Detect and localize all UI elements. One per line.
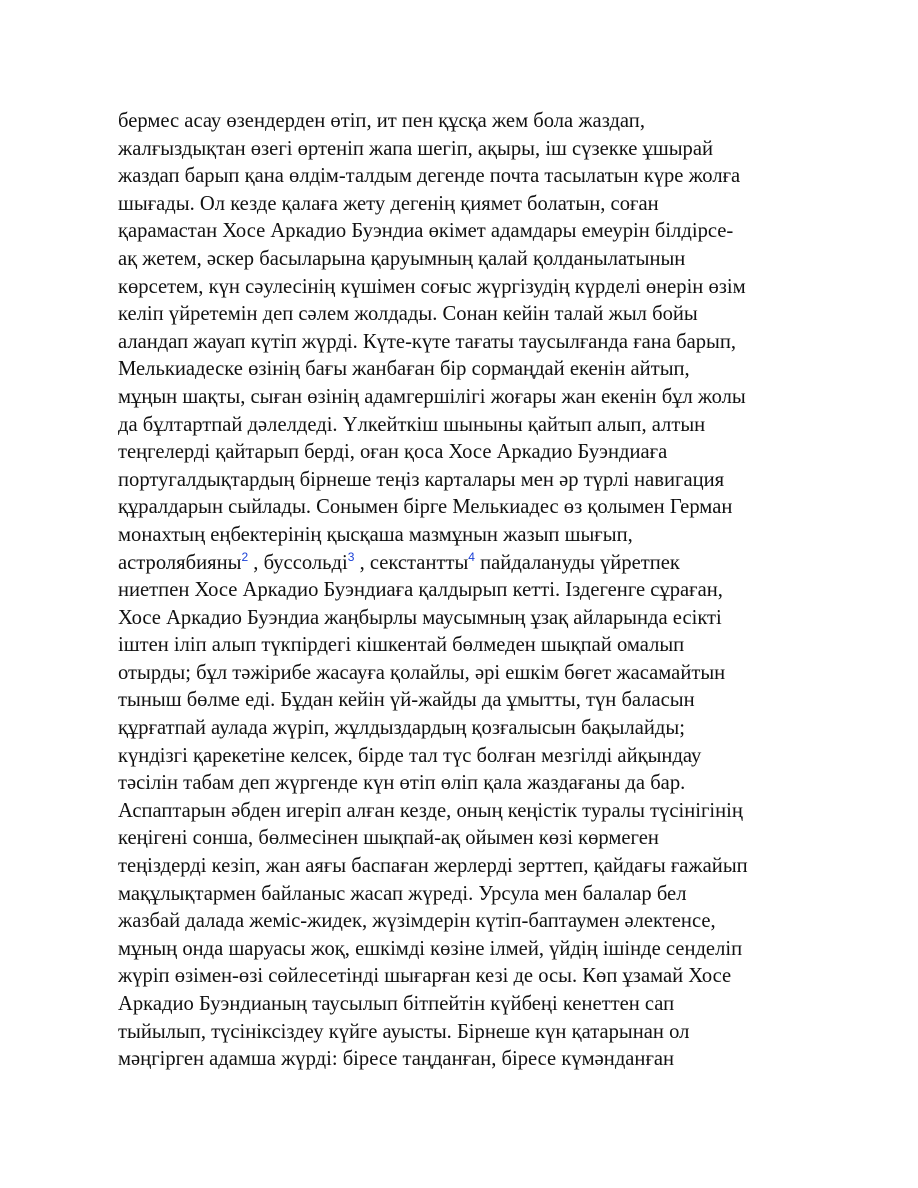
text-segment: пайдалануды үйретпек (474, 551, 680, 574)
text-line: теңіздерді кезіп, жан аяғы баспаған жерлерді зерттеп, қайдағы ғажайып (118, 855, 748, 878)
text-line: жазбай далада жеміс-жидек, жүзімдерін күтіп-баптаумен әлектенсе, (118, 910, 716, 933)
text-line: Мелькиадеске өзінің бағы жанбаған бір сормаңдай екенін айтып, (118, 358, 690, 381)
body-text (118, 108, 818, 1074)
text-line: шығады. Ол кезде қалаға жету дегенің қиямет болатын, соған (118, 192, 659, 215)
text-line: кеңігені сонша, бөлмесінен шықпай-ақ ойымен көзі көрмеген (118, 827, 659, 850)
text-line: мәңгірген адамша жүрді: біресе таңданған, біресе күмәнданған (118, 1048, 675, 1071)
text-line: құралдарын сыйлады. Сонымен бірге Мелькиадес өз қолымен Герман (118, 496, 733, 519)
text-line: Аспаптарын әбден игеріп алған кезде, оның кеңістік туралы түсінігінің (118, 799, 743, 822)
text-line: португалдықтардың бірнеше теңіз карталары мен әр түрлі навигация (118, 468, 725, 491)
text-line: күндізгі қарекетіне келсек, бірде тал түс болған мезгілді айқындау (118, 744, 702, 767)
text-line: құрғатпай аулада жүріп, жұлдыздардың қозғалысын бақылайды; (118, 717, 685, 740)
text-line: монахтың еңбектерінің қысқаша мазмұнын жазып шығып, (118, 523, 633, 546)
text-line: ниетпен Хосе Аркадио Буэндиаға қалдырып кетті. Іздегенге сұраған, (118, 579, 723, 602)
text-line: Хосе Аркадио Буэндиа жаңбырлы маусымның ұзақ айларында есікті (118, 606, 722, 629)
text-line: мұның онда шаруасы жоқ, ешкімді көзіне ілмей, үйдің ішінде сенделіп (118, 937, 743, 960)
text-line: тыйылып, түсініксіздеу күйге ауысты. Бірнеше күн қатарынан ол (118, 1020, 690, 1043)
text-line: аландап жауап күтіп жүрді. Күте-күте тағаты таусылғанда ғана барып, (118, 330, 737, 353)
text-line: қарамастан Хосе Аркадио Буэндиа өкімет адамдары емеурін білдірсе- (118, 220, 734, 243)
text-segment: , буссольді (248, 551, 348, 574)
text-line: бермес асау өзендерден өтіп, ит пен құсқа жем бола жаздап, (118, 110, 645, 132)
text-line: жаздап барып қана өлдім-талдым дегенде почта тасылатын күре жолға (118, 165, 741, 188)
text-line-with-footnotes (118, 550, 818, 578)
text-line: тәсілін табам деп жүргенде күн өтіп өліп қала жаздағаны да бар. (118, 772, 686, 795)
footnote-ref-link[interactable]: 4 (468, 549, 475, 564)
text-segment: , секстантты (354, 551, 469, 574)
text-line: іштен іліп алып түкпірдегі кішкентай бөлмеден шықпай омалып (118, 634, 685, 657)
text-line: жалғыздықтан өзегі өртеніп жапа шегіп, ақыры, іш сүзекке ұшырай (118, 137, 713, 160)
text-line: Аркадио Буэндианың таусылып бітпейтін күйбеңі кенеттен сап (118, 993, 675, 1015)
footnote-ref-link[interactable]: 2 (241, 549, 249, 564)
text-line: жүріп өзімен-өзі сөйлесетінді шығарған кезі де осы. Көп ұзамай Хосе (118, 965, 732, 988)
text-line: мақұлықтармен байланыс жасап жүреді. Урсула мен балалар бел (118, 882, 687, 905)
text-line: келіп үйретемін деп сәлем жолдады. Сонан кейін талай жыл бойы (118, 303, 698, 326)
text-line: отырды; бұл тәжірибе жасауға қолайлы, әрі ешкім бөгет жасамайтын (118, 661, 726, 684)
text-line: тыныш бөлме еді. Бұдан кейін үй-жайды да ұмытты, түн баласын (118, 689, 695, 712)
footnote-ref-link[interactable]: 3 (347, 549, 355, 564)
text-segment: астролябияны (118, 551, 242, 574)
text-line: теңгелерді қайтарып берді, оған қоса Хосе Аркадио Буэндиаға (118, 441, 668, 464)
text-line: көрсетем, күн сәулесінің күшімен соғыс жүргізудің күрделі өнерін өзім (118, 275, 746, 298)
text-line: да бұлтартпай дәлелдеді. Үлкейткіш шыныны қайтып алып, алтын (118, 413, 706, 436)
text-line: ақ жетем, әскер басыларына қаруымның қалай қолданылатынын (118, 247, 686, 270)
text-line: мұңын шақты, сыған өзінің адамгершілігі жоғары жан екенін бұл жолы (118, 385, 746, 408)
